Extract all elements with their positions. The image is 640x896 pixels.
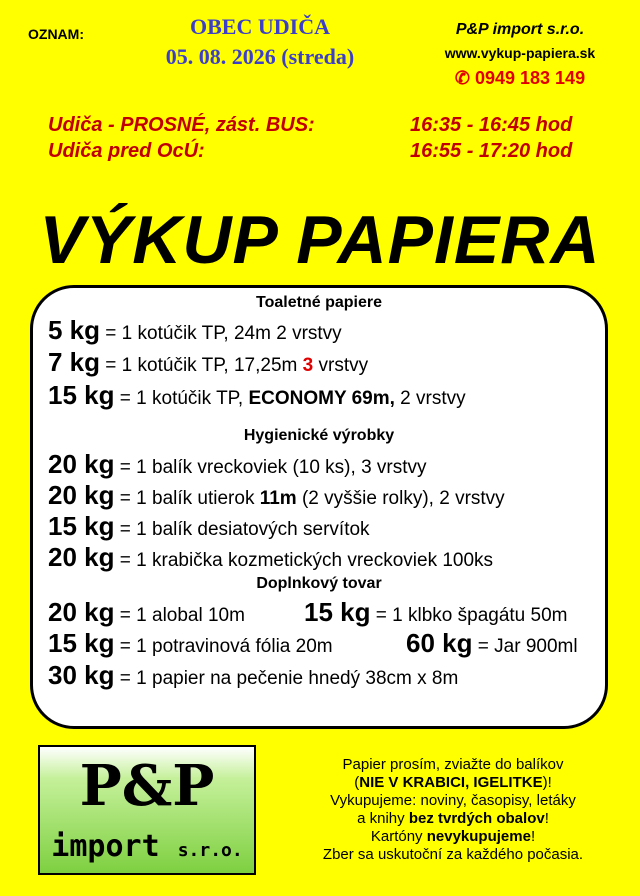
company-website: www.vykup-papiera.sk	[444, 45, 596, 61]
schedule-place-2: Udiča pred OcÚ:	[48, 140, 205, 162]
schedule-place-1: Udiča - PROSNÉ, zást. BUS:	[48, 114, 315, 136]
price-item: 20 kg = 1 balík vreckoviek (10 ks), 3 vrstvy	[48, 449, 427, 479]
village-name: OBEC UDIČA	[190, 14, 330, 39]
price-item: 60 kg = Jar 900ml	[406, 628, 578, 658]
note-line: Vykupujeme: noviny, časopisy, letáky	[330, 792, 576, 809]
collection-notes	[278, 756, 628, 864]
price-item: 7 kg = 1 kotúčik TP, 17,25m 3 vrstvy	[48, 347, 369, 377]
note-line: a knihy bez tvrdých obalov!	[357, 810, 549, 827]
company-logo	[38, 745, 256, 875]
price-item: 15 kg = 1 kotúčik TP, ECONOMY 69m, 2 vrstvy	[48, 380, 466, 410]
company-info	[400, 18, 640, 92]
section-toilet-paper: Toaletné papiere	[256, 294, 382, 311]
section-extra-goods: Doplnkový tovar	[256, 575, 382, 592]
price-item: 15 kg = 1 potravinová fólia 20m	[48, 628, 333, 658]
price-item: 30 kg = 1 papier na pečenie hnedý 38cm x 8m	[48, 660, 459, 690]
main-title: VÝKUP PAPIERA	[39, 202, 601, 278]
note-line: Kartóny nevykupujeme!	[370, 828, 536, 845]
collection-date: 05. 08. 2026 (streda)	[165, 44, 355, 69]
company-name: P&P import s.r.o.	[455, 21, 585, 38]
section-hygiene: Hygienické výrobky	[243, 427, 395, 444]
note-line: (NIE V KRABICI, IGELITKE)!	[354, 774, 552, 791]
price-item: 15 kg = 1 balík desiatových servítok	[48, 511, 370, 541]
note-line: Zber sa uskutoční za každého počasia.	[322, 846, 584, 863]
price-item: 20 kg = 1 balík utierok 11m (2 vyššie rolky), 2 vrstvy	[48, 480, 505, 510]
schedule-time-2: 16:55 - 17:20 hod	[410, 140, 573, 162]
logo-sub-text: import s.r.o.	[51, 829, 243, 864]
company-phone: ✆ 0949 183 149	[454, 68, 586, 88]
price-item: 20 kg = 1 krabička kozmetických vreckoviek 100ks	[48, 542, 494, 572]
price-item: 5 kg = 1 kotúčik TP, 24m 2 vrstvy	[48, 315, 342, 345]
price-item: 15 kg = 1 klbko špagátu 50m	[304, 597, 568, 627]
price-item: 20 kg = 1 alobal 10m	[48, 597, 245, 627]
notice-label: OZNAM:	[28, 26, 84, 42]
note-line: Papier prosím, zviažte do balíkov	[342, 756, 564, 773]
logo-main-text: P&P	[79, 753, 215, 819]
schedule-time-1: 16:35 - 16:45 hod	[410, 114, 573, 136]
village-header	[130, 12, 390, 72]
